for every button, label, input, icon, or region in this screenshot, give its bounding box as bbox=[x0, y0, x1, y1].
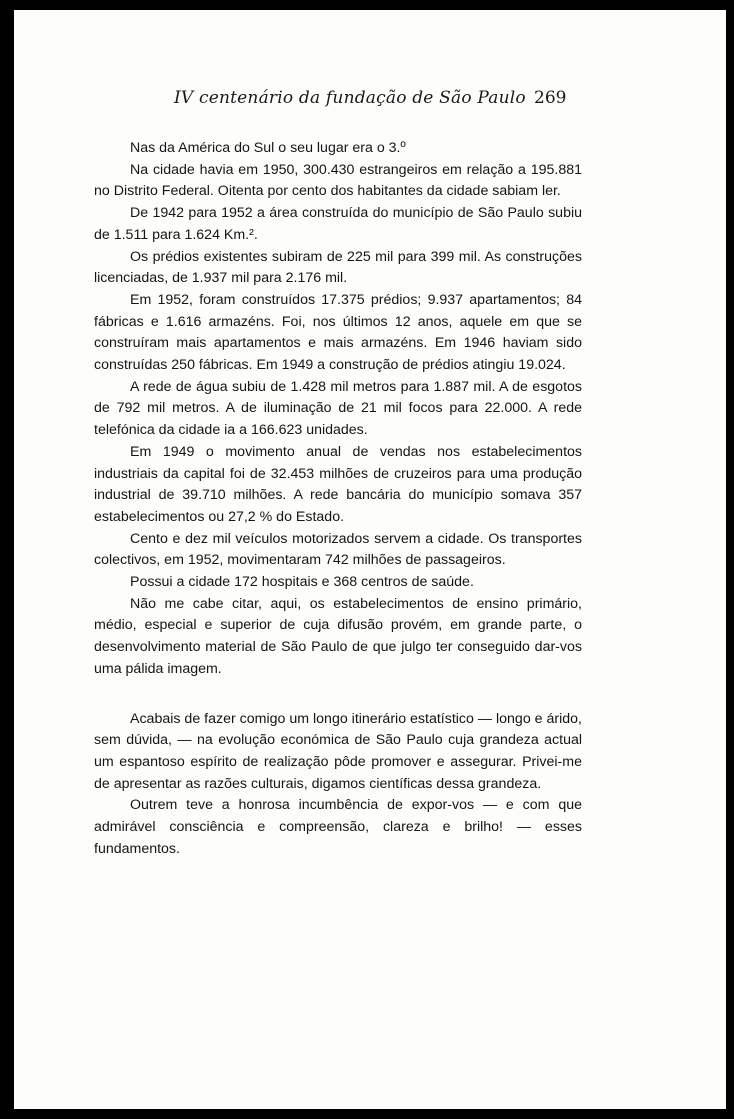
paragraph: Outrem teve a honrosa incumbência de expor-vos — e com que admirável consciência e compreensão, clareza e brilho! — esses fundamentos. bbox=[94, 797, 582, 857]
paragraph: Em 1952, foram construídos 17.375 prédios; 9.937 apartamentos; 84 fábricas e 1.616 armazéns. Foi, nos últimos 12 anos, aquele em que se construíram mais apartamentos e mais armazéns. Em 1946 haviam sido construídas 250 fábricas. Em 1949 a construção de prédios atingiu 19.024. bbox=[94, 291, 582, 374]
body-text bbox=[94, 138, 582, 861]
running-title: IV centenário da fundação de São Paulo bbox=[174, 88, 526, 108]
paragraph: Possui a cidade 172 hospitais e 368 centros de saúde. bbox=[130, 574, 474, 591]
paragraph: Em 1949 o movimento anual de vendas nos estabelecimentos industriais da capital foi de 32.453 milhões de cruzeiros para uma produção industrial de 39.710 milhões. A rede bancária do município somava 357 estabelecimentos ou 27,2 % do Estado. bbox=[94, 443, 582, 525]
paragraph: Nas da América do Sul o seu lugar era o 3.º bbox=[130, 140, 406, 156]
paragraph: Cento e dez mil veículos motorizados servem a cidade. Os transportes colectivos, em 1952, movimentaram 742 milhões de passageiros. bbox=[94, 530, 582, 569]
book-page bbox=[14, 10, 726, 1109]
paragraph: Na cidade havia em 1950, 300.430 estrangeiros em relação a 195.881 no Distrito Federal. Oitenta por cento dos habitantes da cidade sabiam ler. bbox=[94, 161, 582, 200]
paragraph: A rede de água subiu de 1.428 mil metros para 1.887 mil. A de esgotos de 792 mil metros. A de iluminação de 21 mil focos para 22.000. A rede telefónica da cidade ia a 166.623 unidades. bbox=[94, 378, 582, 439]
paragraph: Acabais de fazer comigo um longo itinerário estatístico — longo e árido, sem dúvida, — na evolução económica de São Paulo cuja grandeza actual um espantoso espírito de realização pôde promover e assegurar. Privei-me de apresentar as razões culturais, digamos científicas dessa grandeza. bbox=[94, 710, 582, 792]
paragraph: De 1942 para 1952 a área construída do município de São Paulo subiu de 1.511 para 1.624 Km.². bbox=[94, 205, 582, 243]
paragraph: Não me cabe citar, aqui, os estabelecimentos de ensino primário, médio, especial e superior de cuja difusão provém, em grande parte, o desenvolvimento material de São Paulo de que julgo ter conseguido dar-vos uma pálida imagem. bbox=[94, 595, 582, 677]
section-break bbox=[94, 681, 582, 709]
page-number: 269 bbox=[534, 88, 567, 108]
paragraph: Os prédios existentes subiram de 225 mil para 399 mil. As construções licenciadas, de 1.937 mil para 2.176 mil. bbox=[94, 248, 582, 287]
